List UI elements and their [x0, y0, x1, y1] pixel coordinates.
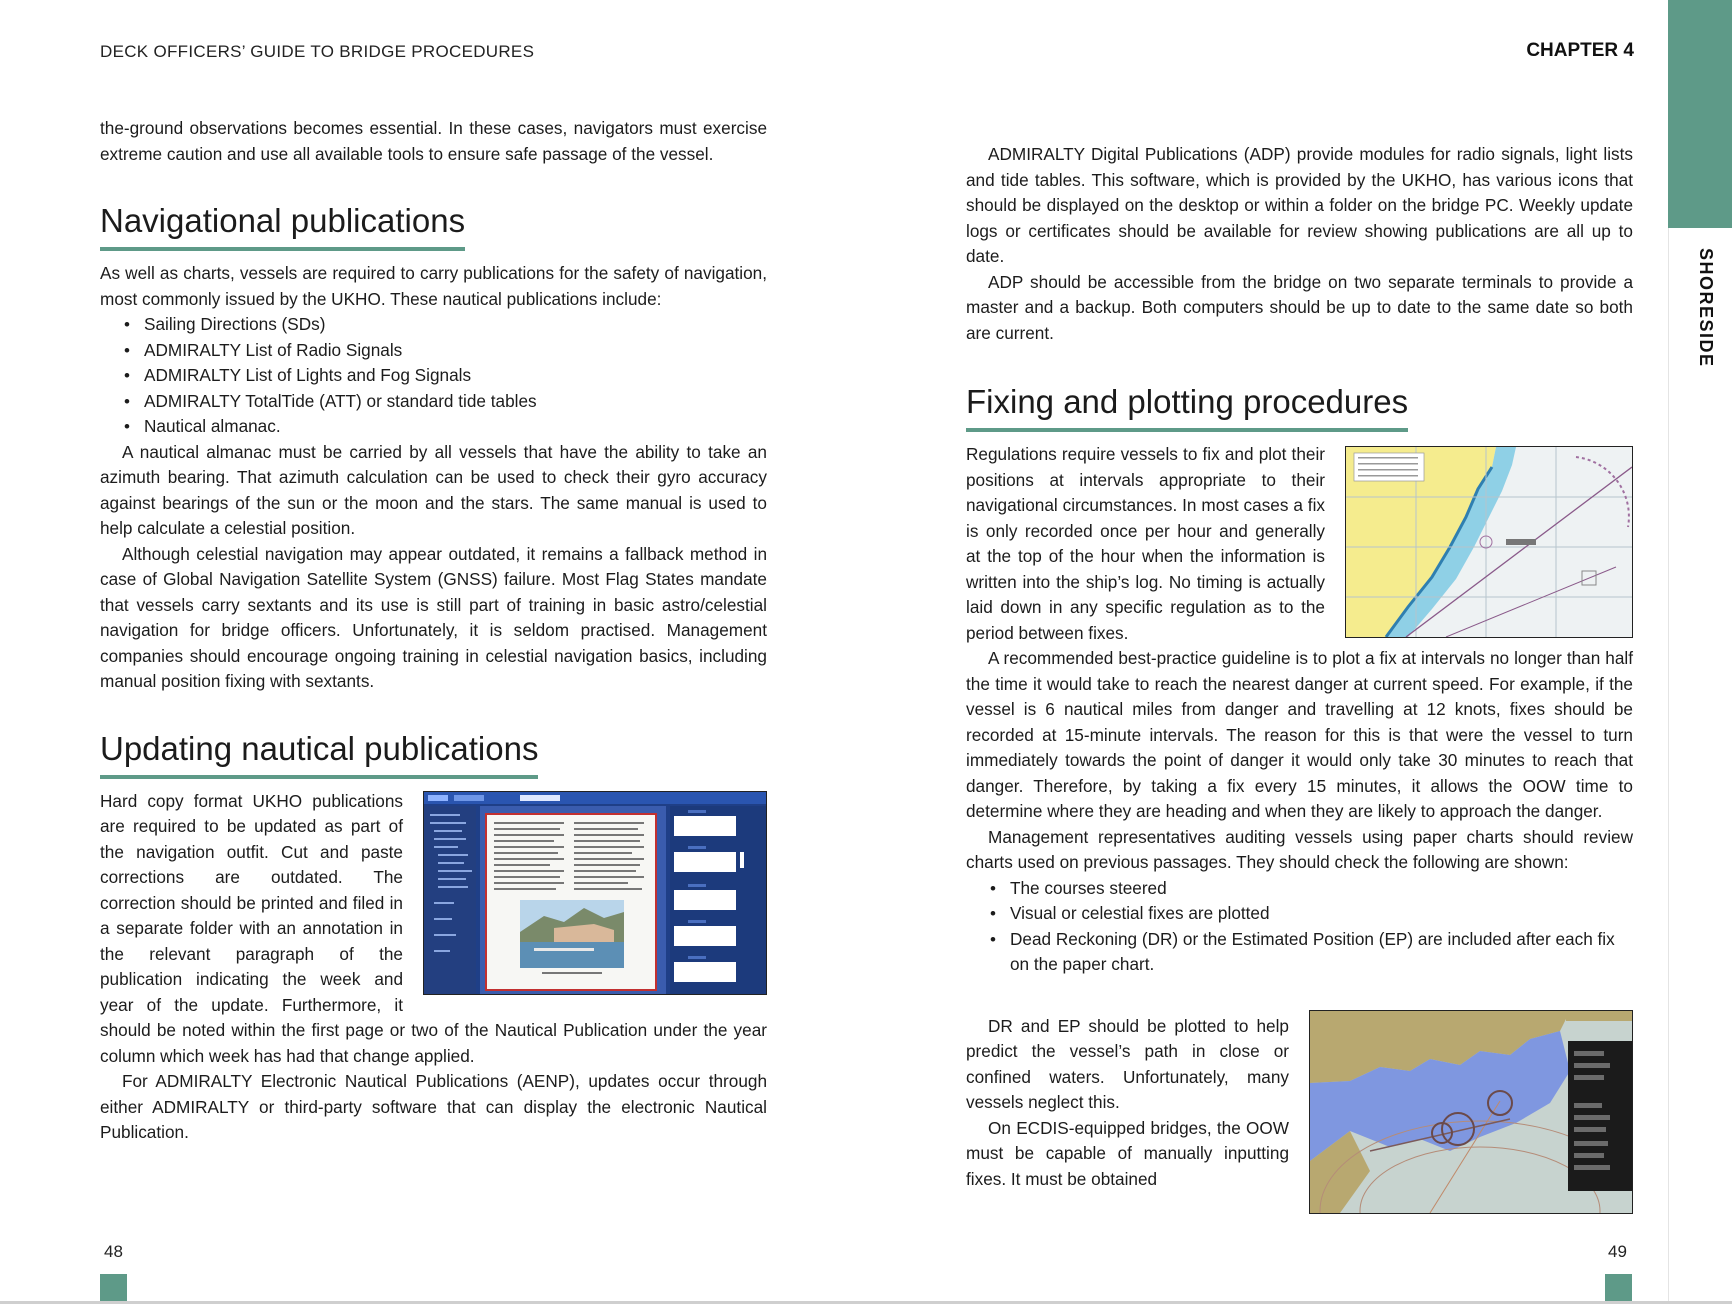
fixing-paragraph-5: On ECDIS-equipped bridges, the OOW must be capable of manually inputting fixes. It must be obtained [966, 1117, 1289, 1189]
publications-list [100, 312, 767, 440]
list-item: • Dead Reckoning (DR) or the Estimated Position (EP) are included after each fix on the paper chart. [990, 927, 1633, 978]
intro-paragraph: the-ground observations becomes essential. In these cases, navigators must exercise extreme caution and use all available tools to ensure safe passage of the vessel. [100, 118, 767, 164]
paper-chart-illustration [1346, 447, 1632, 637]
paper-chart-image [1345, 446, 1633, 638]
list-item: • ADMIRALTY List of Lights and Fog Signals [124, 363, 767, 389]
ecdis-display-illustration [1310, 1011, 1632, 1213]
chapter-label: CHAPTER 4 [1526, 40, 1634, 61]
ecdis-screenshot [1309, 1010, 1633, 1214]
nav-pubs-paragraph-2: A nautical almanac must be carried by all vessels that have the ability to take an azimuth bearing. That azimuth calculation can be used to check their gyro accuracy against bearings of the sun or the moon and the stars. The same manual is used to help calculate a celestial position. [100, 441, 767, 538]
list-item: • ADMIRALTY List of Radio Signals [124, 338, 767, 364]
fixing-paragraph-3: Management representatives auditing vessels using paper charts should review charts used on previous passages. They should check the following are shown: [966, 826, 1633, 872]
left-column [100, 116, 767, 1146]
section-tab [1668, 0, 1732, 228]
fixing-paragraph-4: DR and EP should be plotted to help predict the vessel’s path in close or confined waters. Unfortunately, many vessels neglect this. [966, 1015, 1289, 1112]
adp-paragraph-2: ADP should be accessible from the bridge on two separate terminals to provide a master and a backup. Both computers should be up to date to the same date so both are current. [966, 271, 1633, 343]
adp-software-illustration [424, 792, 766, 994]
page-number-left: 48 [104, 1242, 123, 1261]
list-item: • ADMIRALTY TotalTide (ATT) or standard tide tables [124, 389, 767, 415]
page-tab-marker-right [1605, 1274, 1632, 1301]
list-item: • Nautical almanac. [124, 414, 767, 440]
heading-fixing-and-plotting: Fixing and plotting procedures [966, 382, 1408, 432]
running-title: DECK OFFICERS’ GUIDE TO BRIDGE PROCEDURES [100, 42, 535, 61]
list-item: • The courses steered [990, 876, 1633, 902]
adp-paragraph-1: ADMIRALTY Digital Publications (ADP) provide modules for radio signals, light lists and tide tables. This software, which is provided by the UKHO, has various icons that should be displayed on the desktop or within a folder on the bridge PC. Weekly update logs or certificates should be available for review showing publications are all up to date. [966, 144, 1633, 266]
section-tab-label: SHORESIDE [1696, 248, 1716, 368]
adp-software-screenshot [423, 791, 767, 995]
heading-updating-nautical-publications: Updating nautical publications [100, 729, 538, 779]
nav-pubs-paragraph-1: As well as charts, vessels are required to carry publications for the safety of navigation, most commonly issued by the UKHO. These nautical publications include: [100, 263, 767, 309]
updating-paragraph-2: For ADMIRALTY Electronic Nautical Publications (AENP), updates occur through either ADMIRALTY or third-party software that can display the electronic Nautical Publication. [100, 1071, 767, 1142]
list-item: • Visual or celestial fixes are plotted [990, 901, 1633, 927]
page-tab-marker-left [100, 1274, 127, 1301]
heading-navigational-publications: Navigational publications [100, 201, 465, 251]
updating-paragraph-1: Hard copy format UKHO publications are required to be updated as part of the navigation outfit. Cut and paste corrections are outdated. The correction should be printed and filed in a separate folder with an annotation in the relevant paragraph of the publication indicating the week and year of the update. Furthermore, it should be noted within the first page or two of the Nautical Publication under the year column which week has had that change applied. [100, 790, 767, 1066]
nav-pubs-paragraph-3: Although celestial navigation may appear outdated, it remains a fallback method in case of Global Navigation Satellite System (GNSS) failure. Most Flag States mandate that vessels carry sextants and its use is still part of training in basic astro/celestial navigation for bridge officers. Unfortunately, it is seldom practised. Management companies should encourage ongoing training in celestial navigation basics, including manual position fixing with sextants. [100, 543, 767, 691]
fixing-paragraph-1: Regulations require vessels to fix and plot their positions at intervals appropriate to their navigational circumstances. In most cases a fix is only recorded once per hour and generally at the top of the hour when the information is written into the ship’s log. No timing is actually laid down in any specific regulation as to the period between fixes. [966, 444, 1325, 643]
page-number-right: 49 [1608, 1242, 1627, 1261]
chart-checks-list [966, 876, 1633, 978]
list-item: • Sailing Directions (SDs) [124, 312, 767, 338]
fixing-paragraph-2: A recommended best-practice guideline is to plot a fix at intervals no longer than half the time it would take to reach the nearest danger at current speed. For example, if the vessel is 6 nautical miles from danger and travelling at 12 knots, fixes should be recorded at 15-minute intervals. The reason for this is that were the vessel to turn immediately towards the point of danger it would only take 30 minutes to reach that danger. Therefore, by taking a fix every 15 minutes, it allows the OOW time to determine where they are heading and when they are likely to approach the danger. [966, 648, 1633, 821]
right-column [966, 142, 1633, 1220]
